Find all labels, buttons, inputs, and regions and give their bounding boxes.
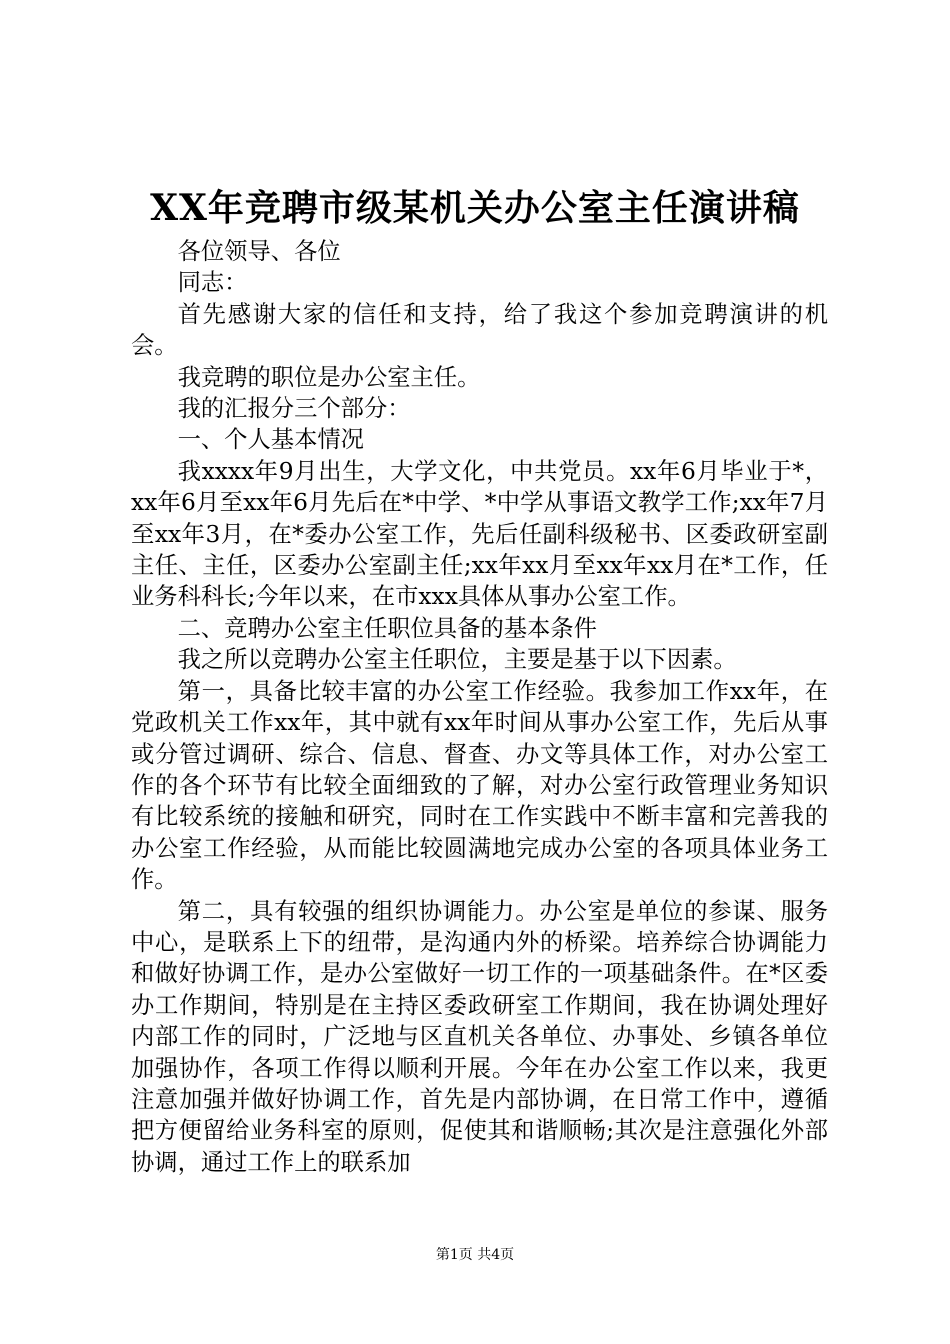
paragraph-background: 我xxxx年9月出生，大学文化，中共党员。xx年6月毕业于*，xx年6月至xx年6月先后在*中学、*中学从事语文教学工作;xx年7月至xx年3月，在*委办公室工作，先后任副科级秘书、区委政研室副主任、主任，区委办公室副主任;xx年xx月至xx年xx月在*工作，任业务科科长;今年以来，在市xxx具体从事办公室工作。 <box>131 457 828 611</box>
paragraph-position: 我竞聘的职位是办公室主任。 <box>177 363 481 391</box>
paragraph-first-reason: 第一，具备比较丰富的办公室工作经验。我参加工作xx年，在党政机关工作xx年，其中就有xx年时间从事办公室工作，先后从事或分管过调研、综合、信息、督查、办文等具体工作，对办公室工作的各个环节有比较全面细致的了解，对办公室行政管理业务知识有比较系统的接触和研究，同时在工作实践中不断丰富和完善我的办公室工作经验，从而能比较圆满地完成办公室的各项具体业务工作。 <box>131 677 828 894</box>
paragraph-reasons: 我之所以竞聘办公室主任职位，主要是基于以下因素。 <box>177 646 737 674</box>
paragraph-outline: 我的汇报分三个部分： <box>177 395 411 423</box>
salutation-line-1: 各位领导、各位 <box>177 238 341 265</box>
section-heading-2: 二、竞聘办公室主任职位具备的基本条件 <box>177 614 597 642</box>
page-number-footer: 第1页 共4页 <box>435 1247 515 1263</box>
section-heading-1: 一、个人基本情况 <box>177 426 364 454</box>
document-title: XX年竞聘市级某机关办公室主任演讲稿 <box>150 187 800 229</box>
paragraph-second-reason: 第二，具有较强的组织协调能力。办公室是单位的参谋、服务中心，是联系上下的纽带，是沟通内外的桥梁。培养综合协调能力和做好协调工作，是办公室做好一切工作的一项基础条件。在*区委办工作期间，特别是在主持区委政研室工作期间，我在协调处理好内部工作的同时，广泛地与区直机关各单位、办事处、乡镇各单位加强协作，各项工作得以顺利开展。今年在办公室工作以来，我更注意加强并做好协调工作，首先是内部协调，在日常工作中，遵循把方便留给业务科室的原则，促使其和谐顺畅;其次是注意强化外部协调，通过工作上的联系加 <box>131 897 828 1176</box>
paragraph-thanks: 首先感谢大家的信任和支持，给了我这个参加竞聘演讲的机会。 <box>131 300 828 360</box>
document-body <box>131 236 828 1178</box>
salutation-line-2: 同志： <box>177 269 248 297</box>
